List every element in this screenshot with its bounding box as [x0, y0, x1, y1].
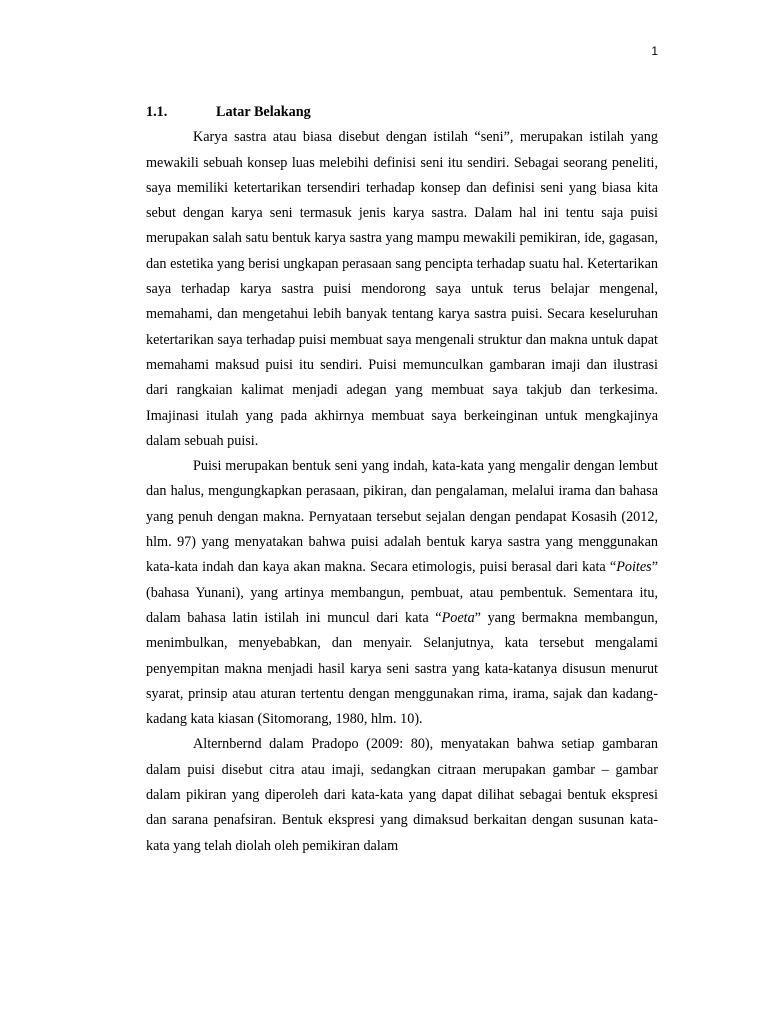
- document-body: [146, 100, 658, 859]
- section-heading: [146, 100, 658, 125]
- paragraph-1: Karya sastra atau biasa disebut dengan istilah “seni”, merupakan istilah yang mewakili sebuah konsep luas melebihi definisi seni itu sendiri. Sebagai seorang peneliti, saya memiliki ketertarikan tersendiri terhadap konsep dan definisi seni yang biasa kita sebut dengan karya seni termasuk jenis karya sastra. Dalam hal ini tentu saja puisi merupakan salah satu bentuk karya sastra yang mampu mewakili pemikiran, ide, gagasan, dan estetika yang berisi ungkapan perasaan sang pencipta terhadap suatu hal. Ketertarikan saya terhadap karya sastra puisi mendorong saya untuk terus belajar mengenal, memahami, dan mengetahui lebih banyak tentang karya sastra puisi. Secara keseluruhan ketertarikan saya terhadap puisi membuat saya mengenali struktur dan makna untuk dapat memahami maksud puisi itu sendiri. Puisi memunculkan gambaran imaji dan ilustrasi dari rangkaian kalimat menjadi adegan yang membuat saya takjub dan terkesima. Imajinasi itulah yang pada akhirnya membuat saya berkeinginan untuk mengkajinya dalam sebuah puisi.: [146, 129, 658, 449]
- section-number: 1.1.: [146, 104, 168, 120]
- section-title: Latar Belakang: [216, 104, 311, 120]
- paragraph-2-text-a: Puisi merupakan bentuk seni yang indah, kata-kata yang mengalir dengan lembut dan halus, mengungkapkan perasaan, pikiran, dan pengalaman, melalui irama dan bahasa yang penuh dengan makna. Pernyataan tersebut sejalan dengan pendapat Kosasih (2012, hlm. 97) yang menyatakan bahwa puisi adalah bentuk karya sastra yang menggunakan kata-kata indah dan kaya akan makna. Secara etimologis, puisi berasal dari kata “: [146, 458, 658, 576]
- paragraph-2-italic-poites: Poites: [616, 559, 652, 576]
- page-number: 1: [651, 44, 658, 58]
- paragraph-2-text-b: ” (bahasa Yunani), yang artinya membangun, pembuat, atau pembentuk. Sementara itu, dalam bahasa latin istilah ini muncul dari kata “: [146, 559, 658, 626]
- paragraph-2: [146, 454, 658, 732]
- paragraph-2-text-c: ” yang bermakna membangun, menimbulkan, menyebabkan, dan menyair. Selanjutnya, kata tersebut mengalami penyempitan makna menjadi hasil karya seni sastra yang kata-katanya disusun menurut syarat, prinsip atau aturan tertentu dengan menggunakan rima, irama, sajak dan kadang-kadang kata kiasan (Sitomorang, 1980, hlm. 10).: [146, 609, 658, 728]
- paragraph-2-italic-poeta: Poeta: [441, 609, 475, 626]
- paragraph-3: Alternbernd dalam Pradopo (2009: 80), menyatakan bahwa setiap gambaran dalam puisi disebut citra atau imaji, sedangkan citraan merupakan gambar – gambar dalam pikiran yang diperoleh dari kata-kata yang dapat dilihat sebagai bentuk ekspresi dan sarana penafsiran. Bentuk ekspresi yang dimaksud berkaitan dengan susunan kata-kata yang telah diolah oleh pemikiran dalam: [146, 736, 658, 854]
